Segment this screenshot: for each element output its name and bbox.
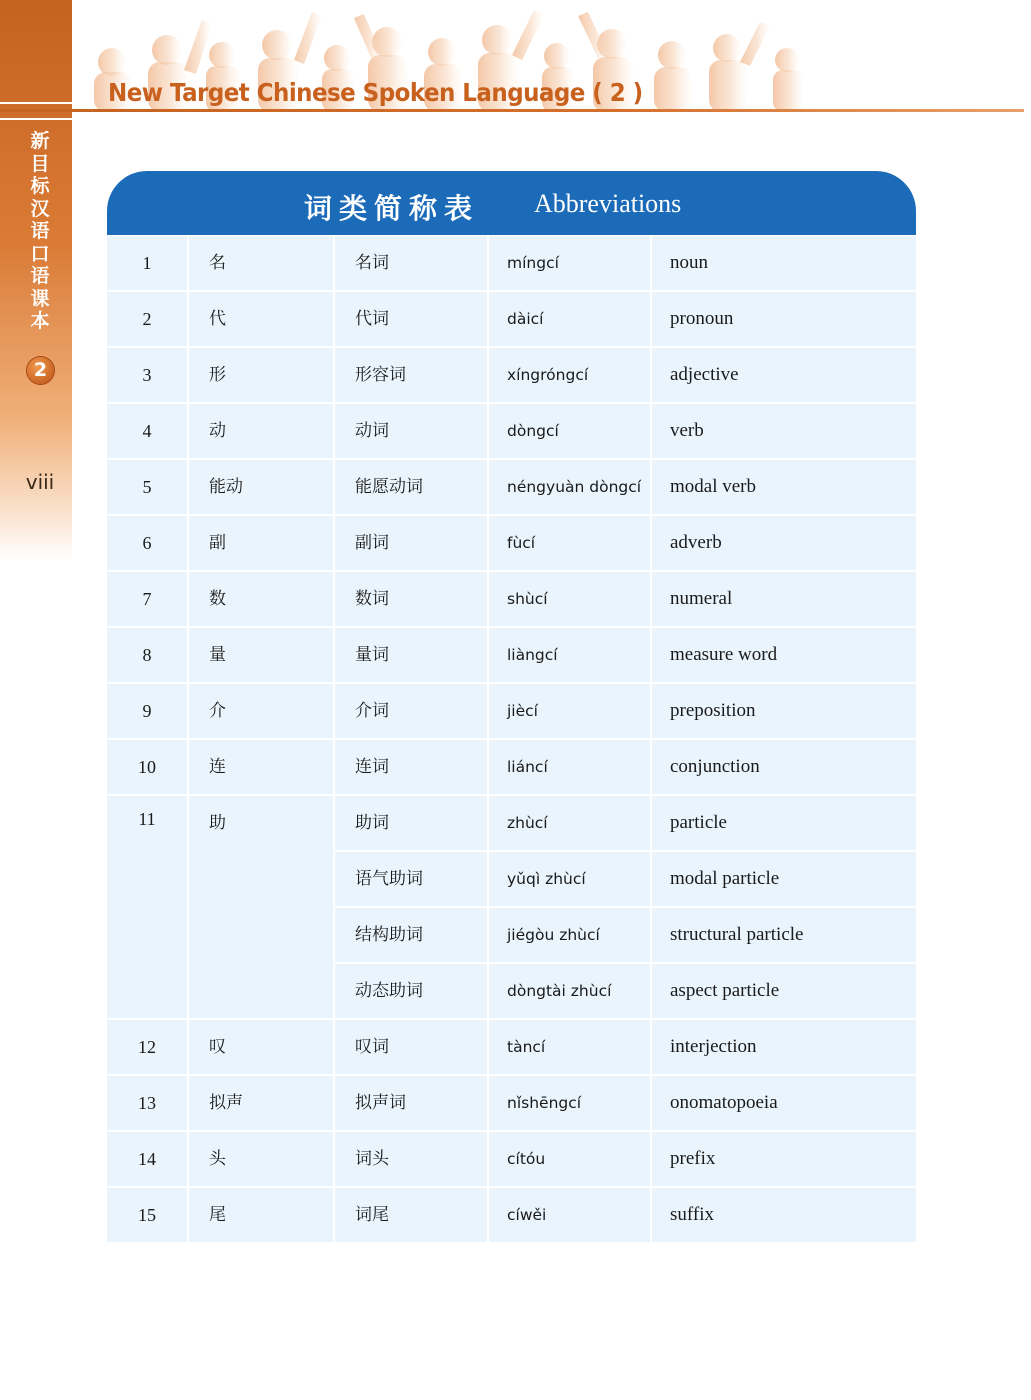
pinyin: yǔqì zhùcí (489, 852, 650, 906)
row-number: 3 (107, 348, 187, 402)
book-title-char: 目 (30, 152, 50, 175)
pinyin: tàncí (489, 1020, 650, 1074)
abbreviation: 量 (189, 628, 333, 682)
chinese-term: 形容词 (335, 348, 487, 402)
chinese-term: 连词 (335, 740, 487, 794)
abbreviation: 助 (189, 796, 333, 1018)
table-row (107, 348, 916, 404)
english-term: prefix (652, 1132, 916, 1186)
row-number: 9 (107, 684, 187, 738)
abbreviation: 代 (189, 292, 333, 346)
english-term: adverb (652, 516, 916, 570)
chinese-term: 介词 (335, 684, 487, 738)
pinyin: xíngróngcí (489, 348, 650, 402)
chinese-term: 名词 (335, 236, 487, 290)
abbreviation: 动 (189, 404, 333, 458)
page-number: viii (25, 470, 55, 494)
book-title-vertical (27, 130, 53, 333)
chinese-term: 词尾 (335, 1188, 487, 1242)
english-term: modal verb (652, 460, 916, 514)
english-term: conjunction (652, 740, 916, 794)
abbreviation: 介 (189, 684, 333, 738)
pinyin: liàngcí (489, 628, 650, 682)
book-title-char: 汉 (30, 197, 50, 220)
chinese-term: 动态助词 (335, 964, 487, 1018)
table-row (107, 292, 916, 348)
table-row (107, 516, 916, 572)
book-title-char: 课 (30, 287, 50, 310)
table-row (107, 628, 916, 684)
table-row (107, 1076, 916, 1132)
row-number: 2 (107, 292, 187, 346)
english-term: preposition (652, 684, 916, 738)
pinyin: dàicí (489, 292, 650, 346)
pinyin: fùcí (489, 516, 650, 570)
sidebar-rule (0, 102, 72, 104)
pinyin: jiècí (489, 684, 650, 738)
table-row (107, 740, 916, 796)
chinese-term: 语气助词 (335, 852, 487, 906)
row-number: 13 (107, 1076, 187, 1130)
pinyin: míngcí (489, 236, 650, 290)
header-rule (0, 109, 1024, 112)
chinese-term: 数词 (335, 572, 487, 626)
abbreviation: 数 (189, 572, 333, 626)
pinyin: jiégòu zhùcí (489, 908, 650, 962)
row-number: 8 (107, 628, 187, 682)
row-number: 7 (107, 572, 187, 626)
pinyin: zhùcí (489, 796, 650, 850)
row-number: 11 (107, 796, 187, 1018)
english-term: numeral (652, 572, 916, 626)
chinese-term: 能愿动词 (335, 460, 487, 514)
sidebar-rule-lower (0, 118, 72, 120)
abbreviation: 名 (189, 236, 333, 290)
table-row (107, 404, 916, 460)
book-title-char: 标 (30, 175, 50, 197)
pinyin: cíwěi (489, 1188, 650, 1242)
chinese-term: 量词 (335, 628, 487, 682)
book-title-char: 语 (30, 220, 50, 242)
table-row (107, 236, 916, 292)
english-term: aspect particle (652, 964, 916, 1018)
pinyin: dòngcí (489, 404, 650, 458)
chinese-term: 叹词 (335, 1020, 487, 1074)
running-header-title: New Target Chinese Spoken Language ( 2 ) (108, 78, 643, 107)
row-number: 5 (107, 460, 187, 514)
table-row (107, 1020, 916, 1076)
english-term: interjection (652, 1020, 916, 1074)
chinese-term: 拟声词 (335, 1076, 487, 1130)
table-row (107, 1132, 916, 1188)
table-row (107, 684, 916, 740)
english-term: particle (652, 796, 916, 850)
abbreviation: 拟声 (189, 1076, 333, 1130)
volume-badge: 2 (27, 357, 54, 384)
chinese-term: 副词 (335, 516, 487, 570)
table-row (107, 572, 916, 628)
chinese-term: 助词 (335, 796, 487, 850)
book-title-char: 口 (30, 242, 50, 265)
pinyin: dòngtài zhùcí (489, 964, 650, 1018)
table-row (107, 964, 916, 1020)
pinyin: shùcí (489, 572, 650, 626)
table-row (107, 460, 916, 516)
book-title-char: 语 (30, 265, 50, 287)
abbreviation-table (107, 236, 916, 1244)
abbreviation: 叹 (189, 1020, 333, 1074)
abbreviation: 头 (189, 1132, 333, 1186)
pinyin: nǐshēngcí (489, 1076, 650, 1130)
table-title-english: Abbreviations (534, 189, 682, 218)
pinyin: liáncí (489, 740, 650, 794)
table-row (107, 796, 916, 852)
chinese-term: 动词 (335, 404, 487, 458)
english-term: verb (652, 404, 916, 458)
abbreviation: 形 (189, 348, 333, 402)
row-number: 4 (107, 404, 187, 458)
pinyin: néngyuàn dòngcí (489, 460, 650, 514)
row-number: 10 (107, 740, 187, 794)
chinese-term: 代词 (335, 292, 487, 346)
table-header (107, 171, 916, 235)
abbreviation: 连 (189, 740, 333, 794)
table-row (107, 852, 916, 908)
book-title-char: 新 (30, 130, 50, 152)
english-term: measure word (652, 628, 916, 682)
row-number: 14 (107, 1132, 187, 1186)
table-row (107, 1188, 916, 1244)
table-row (107, 908, 916, 964)
book-title-char: 本 (30, 310, 50, 332)
chinese-term: 结构助词 (335, 908, 487, 962)
english-term: structural particle (652, 908, 916, 962)
english-term: noun (652, 236, 916, 290)
table-title-chinese: 词类简称表 (304, 192, 480, 225)
abbreviation: 能动 (189, 460, 333, 514)
row-number: 6 (107, 516, 187, 570)
english-term: onomatopoeia (652, 1076, 916, 1130)
chinese-term: 词头 (335, 1132, 487, 1186)
pinyin: cítóu (489, 1132, 650, 1186)
english-term: pronoun (652, 292, 916, 346)
abbreviation: 副 (189, 516, 333, 570)
english-term: adjective (652, 348, 916, 402)
english-term: modal particle (652, 852, 916, 906)
row-number: 15 (107, 1188, 187, 1242)
row-number: 1 (107, 236, 187, 290)
abbreviation: 尾 (189, 1188, 333, 1242)
english-term: suffix (652, 1188, 916, 1242)
row-number: 12 (107, 1020, 187, 1074)
